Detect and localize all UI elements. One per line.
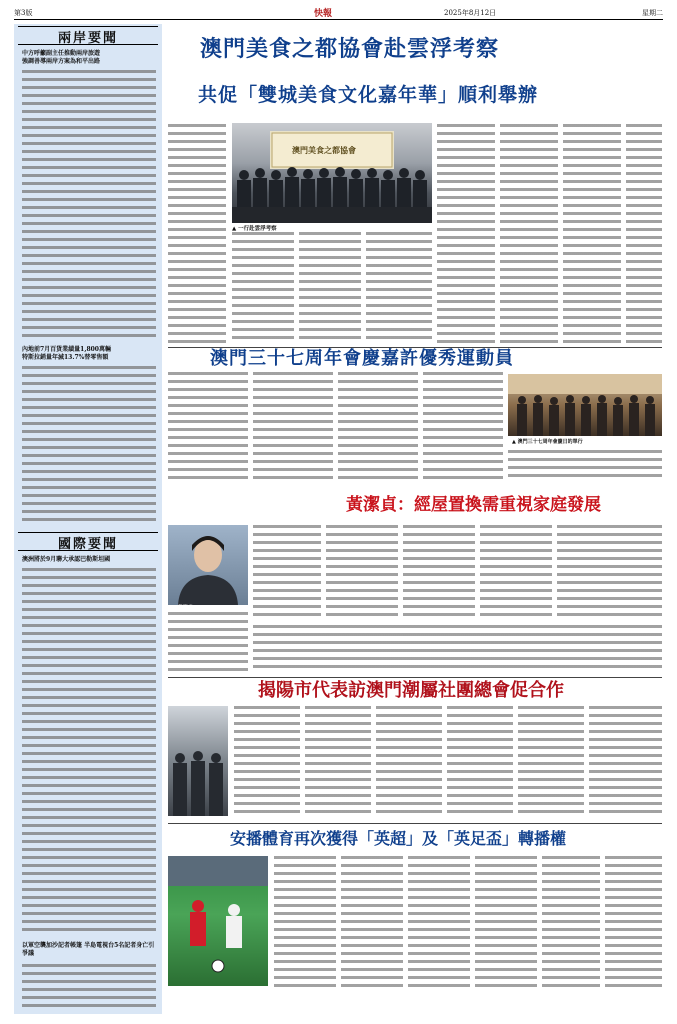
- feature2-text-col-4: [508, 450, 662, 482]
- section-bar-international: [18, 532, 158, 551]
- sidebar-headline-3: 澳洲將於9月聯大承認巴勒斯坦國: [22, 556, 111, 563]
- feature1-text-col-4: [626, 124, 662, 344]
- sidebar-article-3-text: [22, 568, 156, 936]
- feature3-portrait: [168, 525, 248, 605]
- sidebar-article-2-text: [22, 366, 156, 526]
- feature4-text-col-0: [234, 706, 300, 818]
- feature3-text-col-5: [168, 612, 248, 672]
- feature3-text-col-4: [557, 525, 662, 621]
- feature1-text-col-2: [500, 124, 558, 344]
- feature1-text-col-7: [366, 232, 432, 344]
- feature5-text-col-3: [475, 856, 537, 988]
- feature1-text-col-3: [563, 124, 621, 344]
- newspaper-name: 快報: [314, 9, 333, 19]
- feature4-photo: [168, 706, 228, 816]
- feature5-title: 安播體育再次獲得「英超」及「英足盃」轉播權: [230, 829, 567, 848]
- section-title-cross-strait: 兩岸要聞: [57, 31, 118, 46]
- feature1-text-col-5: [232, 232, 294, 344]
- sidebar-headline-2a: 內地前7月百貨業績量1,800萬輛: [22, 346, 111, 353]
- issue-weekday: 星期二: [642, 9, 663, 17]
- page-number: 第3版: [14, 9, 33, 17]
- feature5-text-col-4: [542, 856, 600, 988]
- feature5-text-col-1: [341, 856, 403, 988]
- feature3-text-col-3: [480, 525, 552, 621]
- sidebar-headline-2b: 特斯拉銷量年減13.7%替零售額: [22, 353, 109, 361]
- section-title-international: 國際要聞: [57, 537, 118, 552]
- feature2-photo: [508, 374, 662, 436]
- feature1-group-photo: [232, 123, 432, 223]
- feature4-text-col-3: [447, 706, 513, 818]
- feature4-text-col-2: [376, 706, 442, 818]
- feature2-text-col-0: [168, 372, 248, 482]
- feature3-text-col-1: [326, 525, 398, 621]
- athletes-illustration: [508, 374, 662, 436]
- sidebar-headline-1: [22, 50, 158, 66]
- feature2-photo-caption: ▲ 澳門三十七周年會慶日的單行: [512, 439, 583, 445]
- feature1-text-col-6: [299, 232, 361, 344]
- sidebar-headline-1b: 強調善導兩岸方案為和平出路: [22, 57, 101, 65]
- feature2-text-col-1: [253, 372, 333, 482]
- feature2-title: 澳門三十七周年會慶嘉許優秀運動員: [210, 348, 514, 369]
- feature4-text-col-4: [518, 706, 584, 818]
- sidebar-headline-2: [22, 346, 158, 362]
- feature3-text-col-2: [403, 525, 475, 621]
- feature4-text-col-1: [305, 706, 371, 818]
- feature5-photo: [168, 856, 268, 986]
- feature1-text-col-1: [437, 124, 495, 344]
- section-bar-cross-strait: [18, 26, 158, 45]
- group-people-illustration: [232, 123, 432, 223]
- feature3-title: 黃潔貞：經屋置換需重視家庭發展: [346, 495, 601, 515]
- page-header: [14, 6, 663, 20]
- feature1-banner-text: 澳門美食之都協會: [292, 145, 356, 155]
- sidebar-headline-1a: 中方呼籲副主任推動兩岸旅遊: [22, 50, 101, 57]
- feature1-title-2: 共促「雙城美食文化嘉年華」順利舉辦: [198, 84, 539, 106]
- feature4-title: 揭陽市代表訪澳門潮屬社團總會促合作: [258, 680, 564, 701]
- sidebar-article-4-text: [22, 964, 156, 1008]
- feature1-title-1: 澳門美食之都協會赴雲浮考察: [200, 37, 500, 62]
- feature3-text-col-6: [253, 625, 662, 673]
- issue-date: 2025年8月12日: [444, 9, 497, 17]
- feature3-photo-caption: ▲ 黃潔貞: [172, 605, 193, 611]
- feature4-text-col-5: [589, 706, 662, 818]
- feature5-text-col-5: [605, 856, 662, 988]
- news-sidebar: [14, 24, 162, 1014]
- portrait-illustration: [168, 525, 248, 605]
- feature2-text-col-3: [423, 372, 503, 482]
- feature5-text-col-2: [408, 856, 470, 988]
- feature1-photo-caption: ▲ 一行赴雲浮考察: [232, 226, 277, 232]
- football-players-illustration: [168, 856, 268, 986]
- feature2-text-col-2: [338, 372, 418, 482]
- divider-3: [168, 823, 662, 824]
- feature5-text-col-0: [274, 856, 336, 988]
- sidebar-article-1-text: [22, 70, 156, 340]
- feature1-text-col-0: [168, 124, 226, 344]
- sidebar-headline-4: 以軍空襲加沙記者帳篷 半島電視台5名記者身亡引爭議: [22, 942, 155, 957]
- feature3-text-col-0: [253, 525, 321, 621]
- delegation-illustration: [168, 706, 228, 816]
